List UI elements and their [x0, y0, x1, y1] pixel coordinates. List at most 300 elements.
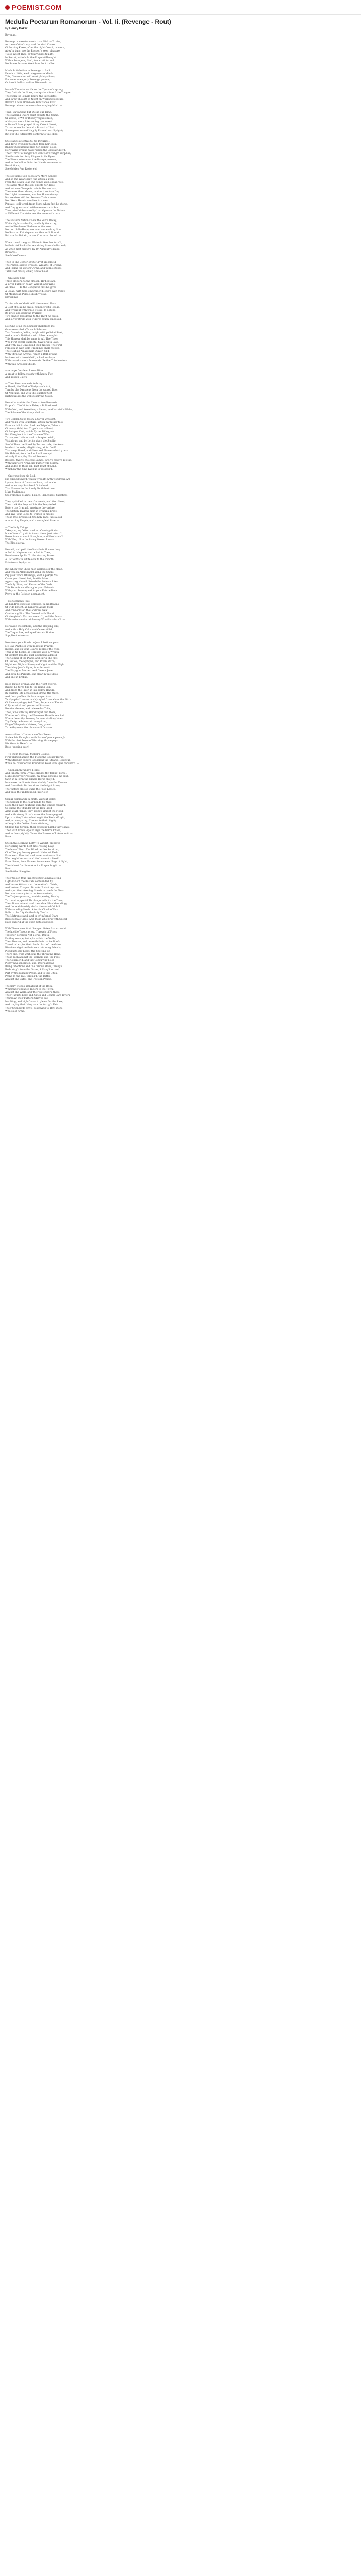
poem-stanza — [5, 89, 356, 108]
poem-line: Go unrewarded. (To such Salernes — [5, 328, 47, 331]
poem-line: And thus proffers his Son in open Air: — [5, 696, 51, 699]
poem-line: Their Houses, and beneath their native Roofs, — [5, 940, 61, 943]
poem-line: Revolutions; — [5, 165, 20, 168]
poem-line: And darts avenging Silence from her Eyes. — [5, 143, 57, 146]
poem-line: Chilling the Stream, their dropping Limbs they shake; — [5, 826, 71, 829]
poem-line: He wakes the Embers, and the sleeping Fire, — [5, 625, 60, 629]
poem-line: His girdled Sword, which wrought with wondrous Art — [5, 478, 70, 481]
poem-line: They Disturb the Stars, and quake discord the Tongue. — [5, 92, 71, 95]
poem-line: The Next an Amazonian Quiver, fill'd — [5, 350, 50, 353]
poem-line: To round support'd Th' dangered both the Town; — [5, 899, 64, 902]
poem-body — [5, 34, 356, 1013]
poem-line: From the seven Seas the comes with equal Pace, — [5, 181, 64, 184]
poem-line: And consecrated the Gode'ess New. — [5, 609, 48, 612]
poem-line: And Palms for Victors' Arms, and purple Robes, — [5, 267, 62, 270]
poem-line: And from their Station draw the bright Arms; — [5, 785, 60, 788]
poem-line: Prizetroux Zephyr. — — [5, 561, 31, 564]
poem-line: Insulting, and high Cause to gleam for the Rare, — [5, 1001, 63, 1004]
poem-line: A great to follow, rough with heavy Fur, — [5, 372, 53, 376]
poem-line: And in the sprightly Chase the Powers of Life recruit. — — [5, 832, 73, 835]
poem-line: Nor too dulla-Herm, we noar we-oeud-ing Sun. — [5, 229, 62, 232]
poem-line: With the first Dawn of Morning, thrice pays — [5, 740, 58, 743]
poem-line: Who First excell, shall still have'd with Bays, — [5, 341, 59, 344]
poem-line: At Pleas; — To the Conqu'ror first he gives — [5, 286, 57, 290]
poem-line: Rewards. — [5, 251, 17, 254]
poem-line: Of Melibaean Purple, doubly wove: — [5, 293, 47, 296]
poem-stanza — [5, 475, 356, 497]
poem-line: Their Queen thus luis, first Rex Camilla's Ning — [5, 877, 61, 880]
poem-line: Against the Walls, and their Defenders, these — [5, 991, 60, 994]
poem-stanza — [5, 370, 356, 379]
poem-line: Appearing, should disturb the Solemn Rites, — [5, 581, 59, 584]
poem-line: Tis so sweet Thee, or Chirrupsas taught, — [5, 53, 54, 56]
poem-line: And both his Parents, one clear in the Skies, — [5, 673, 59, 676]
poem-line: Victorious, and by Lot to share the Spoils; — [5, 440, 56, 443]
poem-line: The Tuque Lux, and aged Vesta's Shrine — [5, 632, 54, 635]
poem-line: Of wide Extent, an hundred Altars built; — [5, 606, 54, 609]
poem-line: She stands attentive to his Perjuries, — [5, 140, 50, 143]
poem-line: Talents of massy Silver, and of Gold. — [5, 270, 49, 274]
poem-line: And you on Altars rackt along the Shore, — [5, 571, 55, 574]
poem-line: A silver Talent's'-heavy Weight, and Wine — [5, 283, 55, 286]
poem-line: Now from your Bowls to Jove Libations pour: — [5, 641, 59, 645]
poem-line: Lycaon, born of Gnossian Race, had made, — [5, 481, 57, 484]
poem-line: The Stately Thymus high in Triumph brave: — [5, 510, 58, 513]
poem-line: Of Purring Knees, after the night Couch, or more, — [5, 47, 65, 50]
poem-line: With Those were first the open Gates first crowd'd — [5, 928, 66, 931]
poem-line: The holy Fires; and Favour of the Gods. — [5, 584, 53, 587]
poem-line: Deep leaven Brenas, and the Night retires; — [5, 683, 57, 686]
poem-line: And not one Change in vain in Horses hast; — [5, 187, 58, 190]
poem-line: Their Targets bear, and Gates and Courts Bare Rivers — [5, 994, 70, 997]
poem-line: From sack'd Arisbe. And two Tripods, Talents — [5, 424, 60, 427]
poem-line: My love Anchises with religious Prayers — [5, 645, 54, 648]
poem-line: And ringing their War; as a the torrip'd Fate. — [5, 1004, 59, 1007]
poem-line: Their Bows unbent, and their slow Shoulders sling; — [5, 902, 67, 905]
poem-line: The same Moon shines, and as it certain Day, — [5, 191, 60, 194]
poem-line: These thus produce'd, the holy Fane face aloud — [5, 516, 62, 519]
poem-line: Then in the Center of the Crypt are placid — [5, 261, 56, 264]
poem-line: To cost some Rattle and a Breach of Fort — [5, 127, 55, 130]
poem-line: Nor like a Heroin wanders in a new. — [5, 200, 49, 203]
poem-line: A Weapon more Intervening can invent — [5, 121, 53, 124]
poem-line: — On every Ship — [5, 277, 26, 280]
poem-line: Thursday, their Fathers Grieves pay, — [5, 997, 49, 1001]
poem-line: Those rush against the Warners and the Foes. — — [5, 956, 64, 959]
poem-line: And one in Erebus. — — [5, 676, 31, 679]
poem-line: King of Hesperian Waters, Ding grant, — [5, 723, 52, 726]
poem-line: While ho consider the Pound the Fowl with Eyes recount'd. — — [5, 762, 79, 765]
site-logo[interactable] — [5, 4, 62, 11]
poem-line: Brave'd Locks Drawn on Admittance First, — [5, 101, 57, 104]
poem-line: That Present to the lovely Youth bestows: — [5, 487, 55, 490]
poem-line: Suppliant adores — — [5, 635, 29, 638]
poem-line: Or love it half so well as Women do. — — [5, 82, 52, 85]
poem-line: With a Swingeing Soul, too wroth to end — [5, 59, 54, 62]
poem-line: Pentaus, still termb from Signs when first he shone, — [5, 203, 68, 206]
poem-line: Rose. — [5, 835, 12, 838]
poem-line: Uproars they'd storm but might the Bank affright, — [5, 817, 65, 820]
poem-line: Cover your Head; lest, hostile Prize — [5, 577, 48, 580]
poem-stanza — [5, 41, 356, 66]
poem-line: Reeks from so much Slaughter, and bloodstain'd — [5, 535, 63, 538]
poem-stanza — [5, 70, 356, 85]
poem-line: And brave Attinas, and the scatter'd Chiefs, — [5, 884, 58, 887]
poem-line: None their with cautious Care the Bridge repair'd, — [5, 804, 66, 807]
poem-line: And with strong Streak make the Passage good. — [5, 814, 63, 817]
poem-stanza — [5, 219, 356, 239]
poem-line: Torn by the Dansnens from the sacred Door — [5, 389, 58, 392]
poem-stanza — [5, 683, 356, 730]
poem-line: Their Throat of vengeance wants of Strength supplies; — [5, 152, 71, 155]
poem-line: In a mere the Shouts then, doubly from the Throne, — [5, 782, 68, 785]
poem-stanza — [5, 140, 356, 172]
poem-byline — [5, 27, 356, 31]
poem-stanza — [5, 34, 356, 37]
poem-line: — Upon an th range'd Horse — [5, 769, 40, 772]
poem-stanza — [5, 625, 356, 638]
poem-stanza — [5, 242, 356, 257]
poem-line: Amid it all Planks, they plunge amidst the Flood, — [5, 810, 64, 814]
poem-line: With Thracian Arrows, which a Belt around — [5, 353, 58, 357]
logo-icon — [5, 5, 10, 10]
poem-line: Of slaughter'd Victims wreath'd, and the Doors — [5, 616, 62, 618]
poem-line: Rise-barr'd grirne their own retaining Friends; — [5, 946, 62, 950]
poem-line: The Soldier to the Rear bends his Way: — [5, 801, 52, 804]
poem-line: Prove in the Religion permanent. — — [5, 593, 48, 596]
poem-line: Resolvence Apollo. To the starring Power — [5, 555, 55, 558]
poem-line: Rolls to the City On the lofty Tow'rs, — [5, 911, 49, 914]
poem-line: This Honour shall be same to All. The Three — [5, 337, 58, 341]
poem-line: And silver Bowls with Figures rough emboss'd. — — [5, 318, 65, 321]
poem-line: Saw'st Thou the Steed by Turnus rode, the Arms — [5, 443, 64, 446]
poem-line: Rising, he turns him to the rising Sun; — [5, 686, 52, 689]
poem-line: In such Tumultuous Hates the Tyranne's spring; — [5, 89, 63, 92]
poem-stanza — [5, 769, 356, 794]
poem-line: Dennis a little, weak, degenerate Mind: — [5, 72, 53, 75]
poem-line: — He to mighty Jove — [5, 600, 30, 603]
poem-line: And a curv'd Battle-Ax with Silver wrought: — [5, 334, 58, 337]
poem-line: Town, unwanding but Wellin our Time. — [5, 111, 52, 114]
poem-line: Take you, my father, and our Country-Gods: — [5, 529, 58, 532]
poem-line: Propos'd. The Victor's Prize, a Bull adorn'd — [5, 405, 57, 408]
poem-stanza — [5, 277, 356, 299]
poem-line: Some grow, ruined Hagl'ly Planned our Spright; — [5, 130, 63, 133]
poem-stanza — [5, 842, 356, 874]
poem-line: Of Antique Cast, which Tyrian Dido gave. — [5, 431, 55, 434]
poem-line: He said, and paid the Gods their Honour due; — [5, 549, 60, 552]
poem-line: Besides, twelve choicest Dames, twelve captive Youths, — [5, 459, 72, 462]
poem-line: Rout. — [5, 867, 12, 870]
poem-line: And Innoth Forth Dy the Bridges thy falling, Force, — [5, 772, 67, 775]
poem-line: Not One of all the Number shall from me — [5, 325, 55, 328]
poem-line: But when your Ships mon welled o'er the Mean, — [5, 568, 63, 571]
poem-line: O Tyber sire! and ye sacred Streams! — [5, 705, 51, 708]
poem-line: Her Light increasees, and her Horns decay: — [5, 194, 58, 197]
poem-line: With round smooth Diamonds. Be the Third content — [5, 360, 68, 363]
poem-line: The same Moon the still directs her Race, — [5, 184, 56, 187]
poem-line: The Prizes; sacred Tripods, Wreaths of Greens, — [5, 264, 62, 267]
poem-line: And ev'ry Thought of Night on Working pleasure. — [5, 98, 64, 101]
poem-line: And with pale Olive bind their Necks. The First — [5, 344, 62, 347]
poem-line: Transfix'd expire their Souls. Part of the Gates — [5, 943, 61, 946]
poem-line: A Shield, the Work of Didymaon's Art, — [5, 386, 51, 388]
poem-line: The rising Jove's Signs, in order next, — [5, 667, 51, 670]
poem-line: Whirl their engaged Riders to the Town; — [5, 988, 54, 991]
poem-line: Entwining — — [5, 296, 21, 299]
poem-line: With you observe; and to your Future Race — [5, 590, 57, 593]
poem-stanza — [5, 383, 356, 398]
poem-line: Raise female Cries. And those who first with Speed — [5, 918, 67, 921]
poem-line: He saith: And for the Combat two Rewards — [5, 402, 57, 405]
poem-line: Camur commands in Knife: Without delay, — [5, 798, 56, 801]
poem-line: Of verdant Boughs, and supplicant adore'd — [5, 654, 57, 657]
logo-text: POEMIST.COM — [12, 3, 62, 11]
poem-stanza — [5, 261, 356, 274]
poem-line: The lenus' Plant. The Wood her Necks shred, — [5, 849, 59, 852]
poem-line: While Night shades Us, and holy the extay, — [5, 222, 57, 225]
poem-line: See Merefficence. — [5, 254, 27, 257]
poem-line: And in an iv'ry Scabbard fit inclos'd. — [5, 484, 49, 487]
poem-line: The Genius of the Place; and Earth the first — [5, 657, 58, 660]
poem-line: And added to these all, That Tract of Land, — [5, 465, 57, 468]
poem-line: From Sems, from Flames, from sweet Bags of Light, — [5, 861, 68, 864]
poem-line: The hostile Troops prest, Through of Press — [5, 931, 57, 934]
poem-line: And golden Claws. — — [5, 376, 31, 379]
poem-line: Aeneas thus th' Intention of his Breast — [5, 734, 52, 737]
poem-line: The fiery Steeds, impatient of the Rein, — [5, 985, 53, 988]
poem-line: The Solace of the Vanquish'd. — — [5, 411, 44, 414]
poem-line: The Matrons stand, and in th' infernal Stars — [5, 914, 58, 918]
poem-line: She thrusts her forty Fingers in his Eyes: — [5, 156, 55, 159]
poem-line: Two brazen Cauldrons to the Third he gives, — [5, 315, 59, 318]
poem-line: To conquer Latium, and to Scepter wield, — [5, 437, 55, 440]
poem-line: His Vows to Heav'n. — — [5, 743, 32, 746]
poem-line: In their old Ranks the wand'ring Stars shall stand; — [5, 245, 66, 248]
poem-stanza — [5, 418, 356, 472]
poem-line: By custom Rite accustom'd, draws the Wave, — [5, 692, 59, 695]
poem-line: Against the Gates, and Posts in Praise, — — [5, 978, 55, 981]
poem-stanza — [5, 985, 356, 1013]
poem-line: A Bull to Neptune, and a Bull to Thee, — [5, 552, 51, 555]
poem-line: Raging Resentment fires her boiling Blood: — [5, 146, 57, 149]
poem-line: Ye Nymphs! Laurentian Nymphs! from whom the Birth — [5, 699, 71, 702]
poem-line: Its price and deck the Warrior: — — [5, 312, 45, 315]
poem-line: A Cattle that is white cow to the smooth — [5, 558, 54, 561]
poem-line: Clim The gay flowery pose-fr Helenish Fash — [5, 852, 58, 855]
poem-line: When round the great Platonic Year has turn'd, — [5, 242, 62, 245]
poem-line: And put unsparing, Coward to their flight; — [5, 820, 56, 823]
poem-line: Of Neptune, and with this exalting Gift — [5, 392, 52, 395]
poem-line: And so the Wear,s Day, the which a Year. — [5, 178, 54, 181]
poem-line: As-tho Ilie flames' Bod-our sniffer coo. — [5, 225, 52, 228]
poem-line: The Fierce sole sword the Ravage pursues, — [5, 159, 57, 162]
poem-content — [0, 15, 356, 1013]
poem-line: A mourning People, and a wrangle'd Fane. — — [5, 519, 59, 522]
poem-line: Invoke; and on your Boards replace the Wine. — [5, 648, 60, 651]
poem-stanza — [5, 877, 356, 924]
poem-line: But if to give it in the Chance of War — [5, 434, 50, 437]
poem-line: Thou, who with thy Hand regist our Woes, — [5, 711, 56, 714]
poem-line: But are for Britain, in one Continual Round. — — [5, 235, 61, 238]
poem-line: Rude stay'd from the Gates, A Slaughter sad; — [5, 969, 60, 972]
poem-line: No Suave Accuser Wretch as Bebt to Fre. — [5, 62, 55, 65]
poem-line: From each Unorted, and sweet Ambrosial Soul — [5, 855, 62, 858]
poem-line: A Coat of Mail he gives, compact with Hooks, — [5, 306, 60, 309]
poem-line: The Phrygian Mother; and Gleams Jove — [5, 670, 53, 673]
poem-line: As the unfetter'd ray, and the rival Cause — [5, 44, 55, 47]
poem-line: Two Golden Cups Jason, a Silver wrought, — [5, 418, 56, 421]
poem-stanza — [5, 798, 356, 839]
poem-stanza — [5, 642, 356, 680]
poem-stanza — [5, 734, 356, 749]
poem-line: Three Heifers, to the chosen, He'bestows, — [5, 280, 56, 283]
poem-line: A Cloak, with Gold embroider'd, edg'd with fringe — [5, 290, 65, 293]
poem-line: With this Argolick Shield. — — [5, 363, 39, 366]
poem-line: And with a Holy Cake and Censer fill'd, — [5, 629, 53, 632]
poem-line: Have enter'd at the open Gates pursued — [5, 921, 54, 924]
poem-line: Nature does still her Seasons Train renew, — [5, 197, 57, 200]
poem-stanza — [5, 303, 356, 322]
poem-line: Continuing Fire. The Ground with Blood — [5, 612, 54, 615]
poem-line: And in the hollow Orbs her Hands endeavor. — — [5, 162, 62, 165]
poem-line: Incloses with broad Gold, a Buckle clasps — [5, 357, 55, 360]
poem-line: With War, till in the living Stream I wash — [5, 539, 54, 542]
poem-stanza — [5, 568, 356, 597]
site-header — [0, 0, 361, 15]
poem-line: The Conquer'd, and the Conqu'ring Foes — [5, 959, 54, 962]
poem-line: — To them the royal Maker's Course, — [5, 753, 50, 756]
poem-line: Thus print'ld -because by Lost Opinion the Nature — [5, 209, 66, 212]
poem-line: His Helmet, from the Lot I will exempt, — [5, 452, 53, 455]
poem-line: To be thy-more their humour'd Orisons. — [5, 727, 53, 730]
poem-line: Of Rivers springs; And Thou, Superior of Floods, — [5, 702, 64, 705]
poem-line: She in the Morning Lofty To Windsh prepares — [5, 842, 60, 845]
poem-line: Night and Night's Stars; and Night and the Night — [5, 664, 65, 667]
poem-line: The self-same Sun does ev'ry Morn appear, — [5, 175, 57, 178]
poem-line: Much Satisfaction in Revenge to find, — [5, 69, 51, 72]
poem-line: Suriew his Thoughts, with Form of prece peace Ju — [5, 737, 65, 740]
poem-line: The richest Cardin makes it's Purple bright. — — [5, 864, 61, 867]
poem-line: They sprinkled in their Garments, and their Head; — [5, 501, 66, 503]
poem-line: Of massy Gold; two Tripods and a Bowl; — [5, 428, 54, 431]
poem-line: This, Observation will most plainly show; — [5, 76, 55, 79]
poem-line: There are, from whit, bull the Throwing Hand; — [5, 953, 61, 956]
poem-line: Revenge is sweeter much than Life! — To rise, — [5, 41, 61, 44]
poem-line: Mars Malignous: — [5, 490, 26, 494]
poem-line: First plung'd amidst the Flood the Sacker Horse; — [5, 756, 64, 759]
poem-line: — Then He commands to bring — [5, 382, 43, 385]
poem-stanza — [5, 175, 356, 216]
poem-line: Revenge. — [5, 34, 17, 37]
poem-line: In Secret, wtho hold the Pinpoint-Thought — [5, 56, 56, 59]
poem-title: Medulla Poetarum Romanorum - Vol. Ii. (Revenge - Rout) — [5, 18, 171, 25]
poem-line: An hundred spacious Temples; in his Realms — [5, 603, 59, 606]
poem-line: Nor now can any force in Arms sustain, — [5, 893, 53, 896]
poem-line: Light-rank'd the Rustals confounded fly, — [5, 880, 54, 883]
poem-line: Distinguishes the well-deserving Youth. — [5, 395, 53, 398]
poem-line: Already Yours, thy Nisus! Rewards: — [5, 455, 48, 459]
poem-line: Make good your Passage, my brave Friends! he said; — [5, 775, 69, 778]
poem-line: Where -'erer thy Source; for ever shall my Vows — [5, 717, 63, 720]
poem-line: See Battle. Slaughter. — [5, 870, 31, 873]
poem-line: Together perplexs Not a cruel Death! — [5, 934, 51, 937]
poem-line: The room for Female Tears; the Favourites, — [5, 95, 57, 98]
poem-line: With Strength superb Sesgamnt the Steand Head Sub, — [5, 759, 71, 762]
poem-line: At length the farther Bank attaining, — [5, 823, 50, 826]
poem-stanza — [5, 501, 356, 523]
poem-line: Forestin in with Gold Trappings shall receive; — [5, 347, 60, 350]
poem-line: Their Shepherds drive, bestowing to Ray, shone — [5, 1007, 63, 1010]
poem-line: Two Gnossian Javlins, bright with polish'd Steel, — [5, 331, 63, 334]
poem-line: Do they escape, but w/in within the Walls, — [5, 937, 56, 940]
poem-line: Pay your vow'd Offerings; wich a purple Veil — [5, 574, 59, 577]
poem-line: And rough with Sculpture, which my father took — [5, 421, 63, 424]
poem-line: And wrought with triple Tissue: to defend — [5, 309, 56, 312]
poem-line: And broken Troopes. To safer Posts they run, — [5, 887, 60, 890]
poem-stanza — [5, 549, 356, 564]
poem-line: The stabbing Sword must expiate the Crime: — [5, 114, 59, 117]
poem-stanza — [5, 325, 356, 366]
poem-line: And Day goes round with one unerror's Sun. — [5, 206, 59, 209]
poem-line: Of Deities; the Nymphs; and Rivers dark; — [5, 660, 55, 664]
poem-line: That very Shield, and those red Plumes which grace — [5, 449, 68, 452]
poem-line: For none so eagerly Revenge pursue, — [5, 79, 50, 82]
poem-line: Her spring-wards beat fine Passing Days — [5, 845, 54, 848]
poem-line: With their own Arms, my Father will bestow; — [5, 462, 59, 465]
poem-line: Before the Gradual, prostrate they adore — [5, 507, 55, 510]
poem-line: Was taught her war and the Leaves to Steel! — [5, 858, 59, 861]
poem-stanza — [5, 527, 356, 546]
poem-stanza — [5, 111, 356, 137]
poem-line: See Foments, Marine; Palace; Princesses; Sacrifice. — [5, 494, 68, 497]
poem-line: In which he rode, all glitt'ring, all in Gold? — [5, 446, 57, 449]
poem-line: With sounding Heels. A turbid Cloud of Dust — [5, 908, 59, 911]
poem-line: — A huge Cerulean Lion's Hide, — [5, 369, 44, 372]
poem-line: As when first marsh'd by th' Almighty's Hand. — — [5, 248, 64, 251]
poem-line: Swift in a Form the nimble Horse obey'd: — [5, 778, 55, 782]
poem-stanza — [5, 402, 356, 414]
author-link[interactable]: Henry Baker — [9, 27, 28, 30]
poem-line: Receive Aeneas, and release his Toils, — [5, 708, 51, 711]
poem-line: Revenge alone commends her ranging Mind. — — [5, 104, 62, 107]
poem-line: at Different Countries are the same with ours. — [5, 212, 61, 215]
poem-line: Her raving groans have racked the Capital Crowd. — [5, 149, 67, 152]
poem-line: And spur their foaming Steeds to reach the Town. — [5, 890, 65, 893]
author-prefix: by — [5, 27, 9, 30]
poem-line: But get the (Straight!) conform to the Mind. — — [5, 133, 62, 136]
poem-line: Rose (passing over.) — — [5, 746, 32, 749]
poem-stanza — [5, 753, 356, 766]
poem-line: Or worse, if Wit or Bloody Vaguest-lied, — [5, 117, 53, 121]
poem-line: Wheels of Arms. — [5, 1010, 25, 1013]
poem-line: The Trojans pressing, and dispensing Death; — [5, 896, 59, 899]
poem-line: Plenty has seperated, and, Doors abroad — [5, 962, 54, 965]
poem-line: A Sinner? I see prayed if my Violent Heart, — [5, 124, 57, 127]
poem-line: This Form in sacrificing let your Friends — [5, 587, 54, 590]
poem-line: Then with Fresh Vigour urge the fierce Chase, — [5, 829, 61, 832]
poem-line: With Gold, and Wreathes; a Sword, and burnish'd Helm, — [5, 408, 73, 411]
poem-line: Thy Deity be honour'd, honey kind, — [5, 720, 47, 723]
poem-line: And, from the River, in his hollow Hands, — [5, 689, 55, 692]
poem-line: No Race no Evil depars, no Men unth Round: — [5, 232, 60, 235]
poem-line: At ev'ry turn; are the Passion's keen pleasure, — [5, 50, 61, 53]
poem-line: Prone to the Fall, throng'd, the Battle, — [5, 975, 51, 978]
poem-line: The Eastern Nations view the Sun's Decay, — [5, 219, 57, 222]
poem-line: Go slight the Thunder of the Iron Field — [5, 807, 52, 810]
poem-line: The Blood away. — — [5, 542, 28, 545]
poem-line: — The Holy Things — [5, 526, 28, 529]
